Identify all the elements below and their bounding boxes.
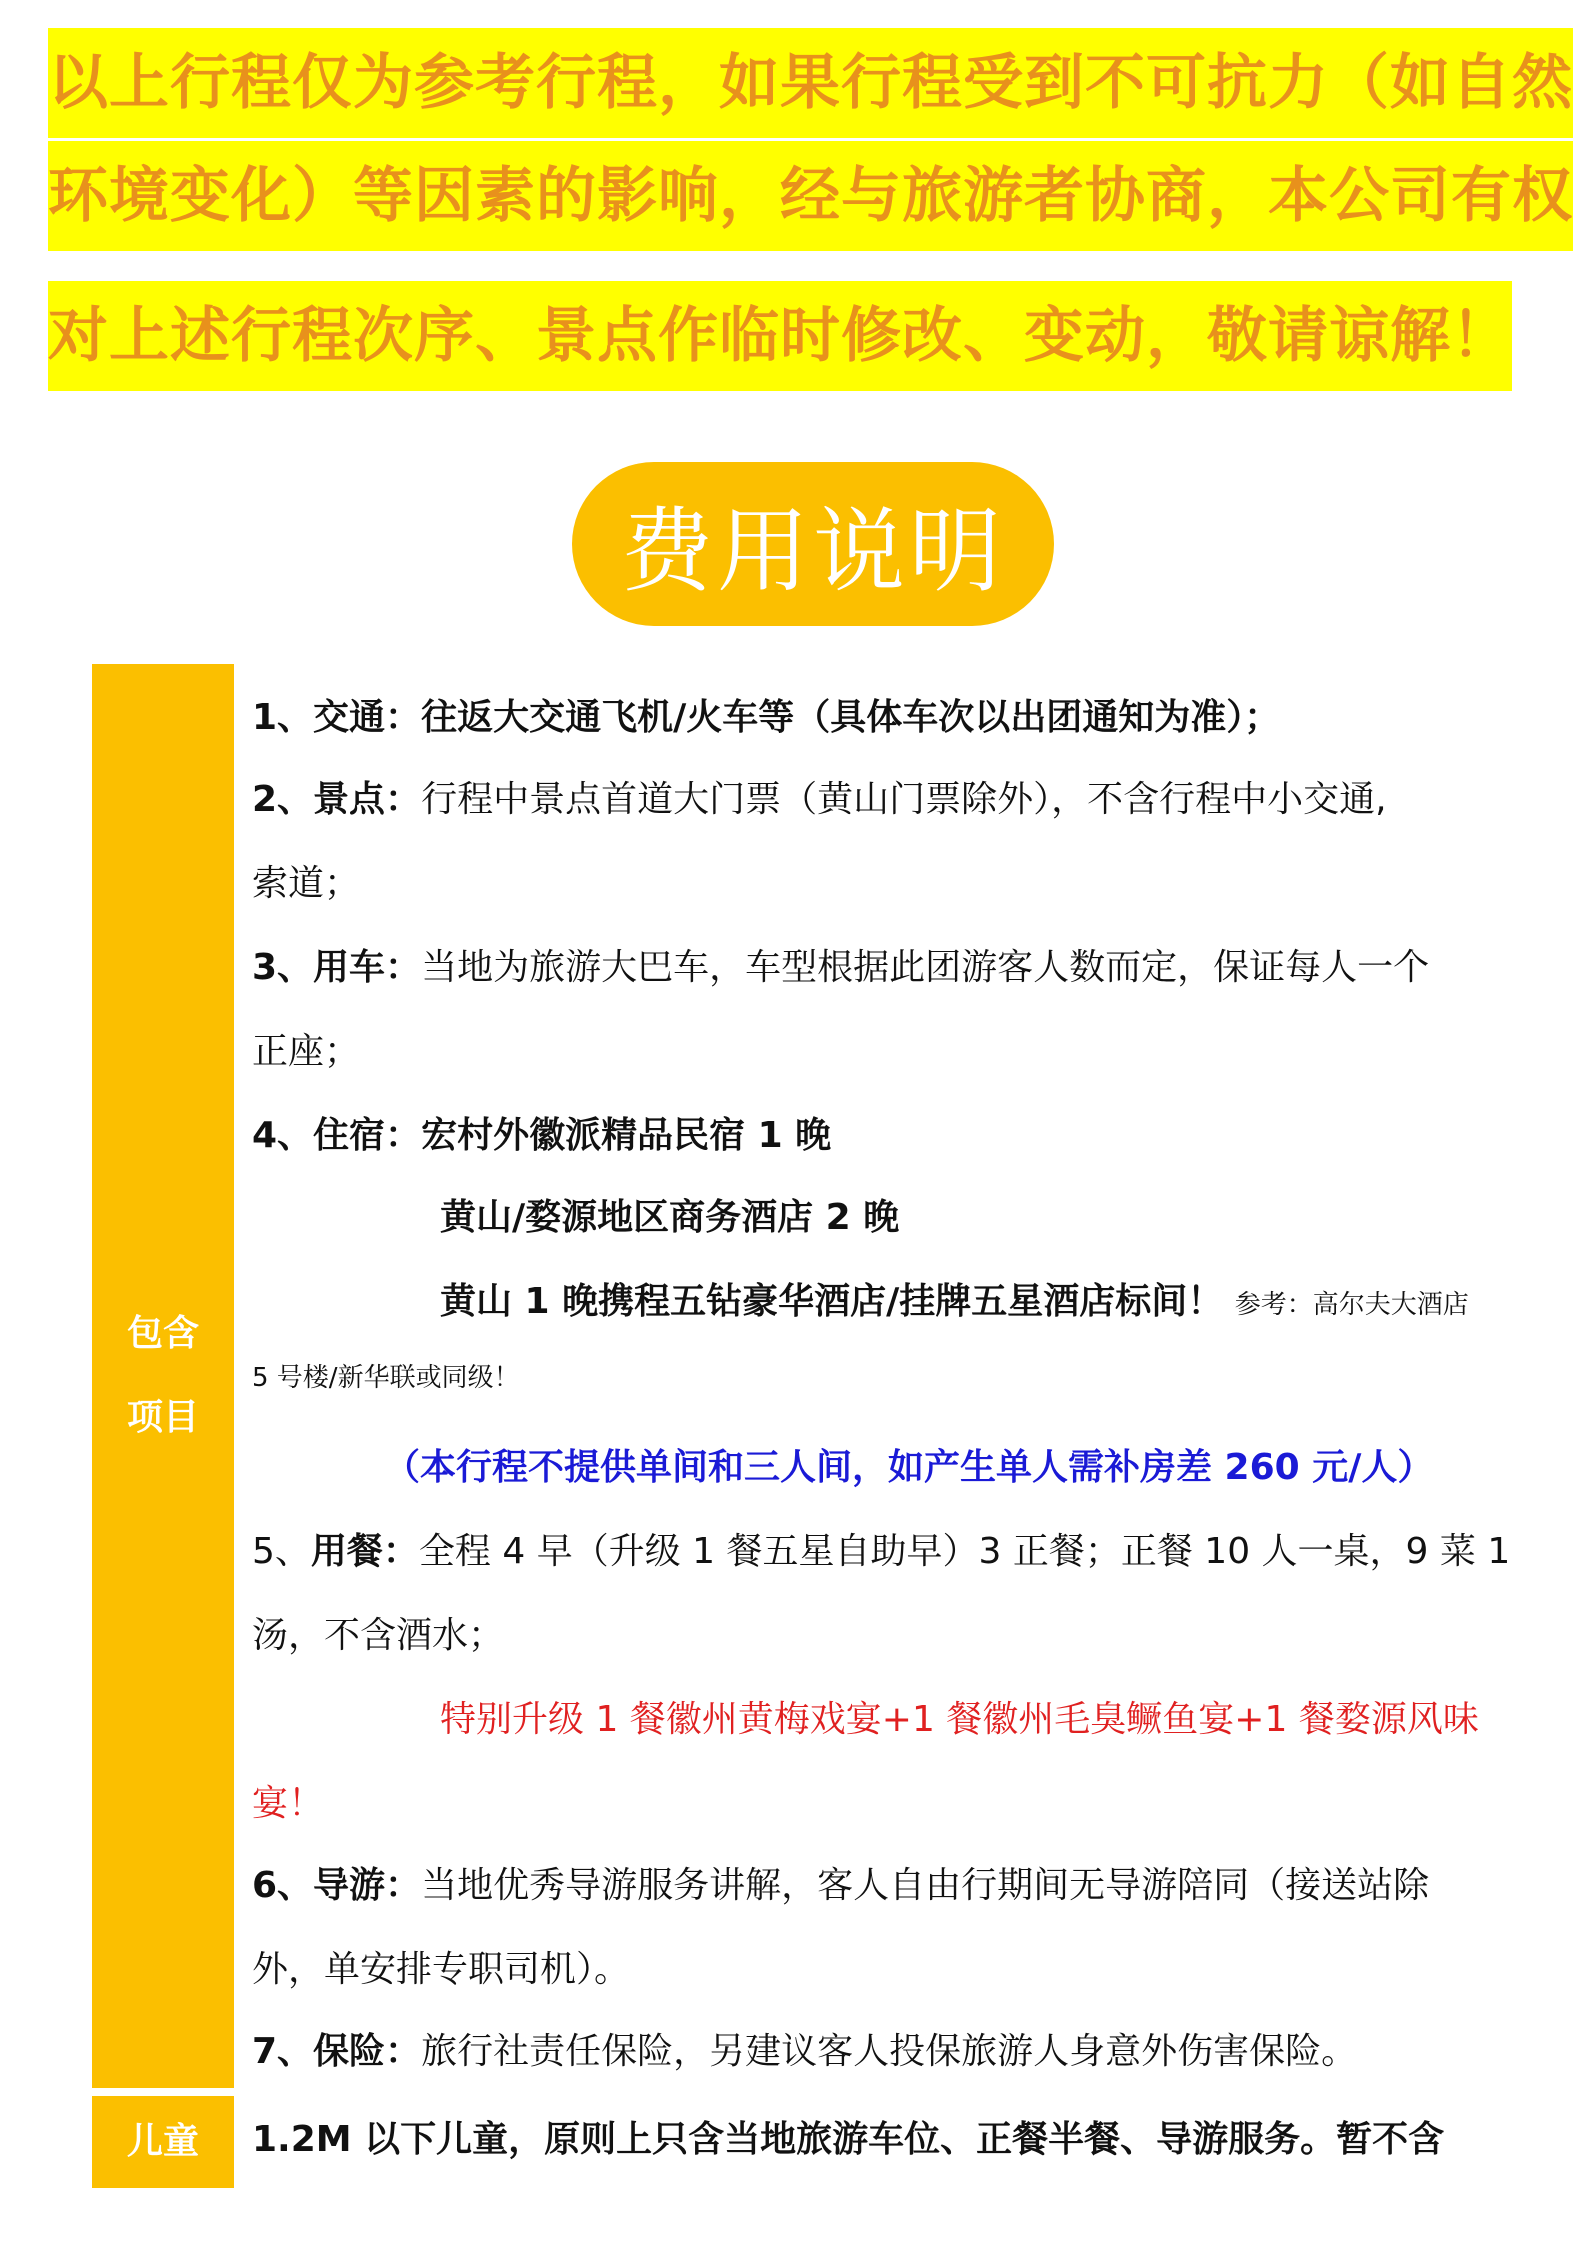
guide-text: 当地优秀导游服务讲解，客人自由行期间无导游陪同（接送站除 [421,1865,1430,1906]
sights-item [252,770,1387,830]
meal-text-cont: 汤，不含酒水； [252,1615,505,1656]
vehicle-text-cont: 正座； [252,1031,361,1072]
hotel-reference: 参考：高尔夫大酒店 [1234,1290,1469,1320]
included-label-block [92,664,234,2088]
included-label-1: 包含 [126,1313,199,1354]
notice-line-1: 以上行程仅为参考行程，如果行程受到不可抗力（如自然 [48,28,1573,138]
meal-special-cont: 宴！ [252,1783,325,1824]
vehicle-item [252,938,1429,998]
notice-line-2: 环境变化）等因素的影响，经与旅游者协商，本公司有权 [48,141,1573,251]
guide-heading: 6、导游： [252,1865,422,1906]
hotel-reference-cont: 5 号楼/新华联或同级！ [252,1363,520,1393]
meal-heading: 用餐： [310,1531,419,1572]
section-title: 费用说明 [620,498,1005,605]
sights-text-cont: 索道； [252,863,361,904]
hotel-line-3 [440,1272,1469,1335]
hotel-text: 宏村外徽派精品民宿 1 晚 [421,1115,832,1156]
meal-special: 特别升级 1 餐徽州黄梅戏宴+1 餐徽州毛臭鳜鱼宴+1 餐婺源风味 [440,1699,1479,1740]
vehicle-heading: 3、用车： [252,947,422,988]
hotel-line-2: 黄山/婺源地区商务酒店 2 晚 [440,1197,900,1238]
vehicle-text: 当地为旅游大巴车，车型根据此团游客人数而定，保证每人一个 [421,947,1430,988]
transport-item [252,688,1280,748]
guide-item [252,1856,1429,1916]
meal-text: 全程 4 早（升级 1 餐五星自助早）3 正餐；正餐 10 人一桌，9 菜 1 [418,1531,1511,1572]
meal-item [252,1522,1510,1582]
hotel-item [252,1106,831,1166]
meal-number: 5、 [252,1531,311,1572]
insurance-item [252,2022,1357,2082]
included-label-2: 项目 [126,1397,199,1438]
guide-text-cont: 外，单安排专职司机）。 [252,1949,631,1990]
children-label: 儿童 [126,2121,199,2162]
section-title-badge [572,462,1054,626]
insurance-heading: 7、保险： [252,2031,422,2072]
insurance-text: 旅行社责任保险，另建议客人投保旅游人身意外伤害保险。 [421,2031,1358,2072]
sights-text: 行程中景点首道大门票（黄山门票除外），不含行程中小交通, [421,779,1387,820]
room-supplement-note: （本行程不提供单间和三人间，如产生单人需补房差 260 元/人） [384,1447,1434,1488]
notice-line-3: 对上述行程次序、景点作临时修改、变动，敬请谅解！ [48,281,1512,391]
transport-heading: 1、交通： [252,697,422,738]
hotel-heading: 4、住宿： [252,1115,422,1156]
children-label-block [92,2096,234,2188]
children-text: 1.2M 以下儿童，原则上只含当地旅游车位、正餐半餐、导游服务。暂不含 [252,2119,1445,2160]
hotel-line-3-text: 黄山 1 晚携程五钻豪华酒店/挂牌五星酒店标间！ [440,1281,1224,1322]
sights-heading: 2、景点： [252,779,422,820]
transport-text: 往返大交通飞机/火车等（具体车次以出团通知为准）； [421,697,1281,738]
